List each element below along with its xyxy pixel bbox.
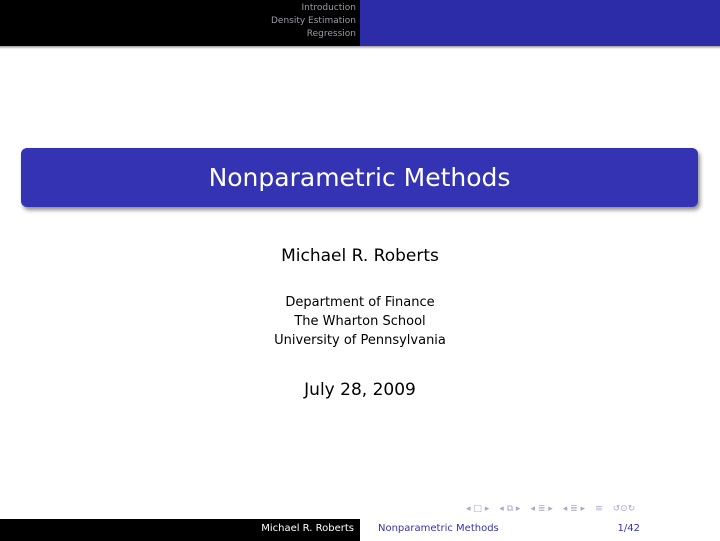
nav-subsection-icon[interactable]: ◂ ⧉ ▸ bbox=[499, 504, 521, 514]
header-shadow bbox=[0, 46, 720, 49]
institute-block bbox=[0, 293, 720, 350]
section-link-introduction[interactable]: Introduction bbox=[301, 3, 356, 13]
navigation-symbols bbox=[466, 502, 635, 516]
nav-search-icon[interactable]: ↺⊙↻ bbox=[612, 504, 636, 514]
header-right-panel bbox=[360, 0, 720, 46]
nav-document-icon[interactable]: ◂ ≣ ▸ bbox=[562, 504, 586, 514]
footer-title: Nonparametric Methods bbox=[378, 523, 499, 534]
footer-right-panel bbox=[360, 519, 720, 541]
header-bar bbox=[0, 0, 720, 46]
footer-bar bbox=[0, 519, 720, 541]
section-link-density-estimation[interactable]: Density Estimation bbox=[270, 16, 356, 26]
nav-frame-icon[interactable]: ◂ □ ▸ bbox=[466, 504, 490, 514]
presentation-title: Nonparametric Methods bbox=[208, 163, 511, 192]
header-left-panel bbox=[0, 0, 360, 46]
section-link-regression[interactable]: Regression bbox=[306, 29, 356, 39]
nav-align-icon[interactable]: ≡ bbox=[595, 504, 603, 514]
title-block bbox=[21, 148, 698, 207]
institute-department: Department of Finance bbox=[285, 295, 435, 310]
footer-left-panel bbox=[0, 519, 360, 541]
footer-author: Michael R. Roberts bbox=[261, 523, 354, 534]
institute-school: The Wharton School bbox=[294, 314, 426, 329]
institute-university: University of Pennsylvania bbox=[274, 333, 446, 348]
presentation-date: July 28, 2009 bbox=[304, 380, 416, 400]
author-name: Michael R. Roberts bbox=[281, 246, 439, 266]
section-navigation bbox=[271, 2, 356, 41]
footer-page-number: 1/42 bbox=[617, 523, 640, 534]
nav-section-icon[interactable]: ◂ ≣ ▸ bbox=[530, 504, 553, 514]
